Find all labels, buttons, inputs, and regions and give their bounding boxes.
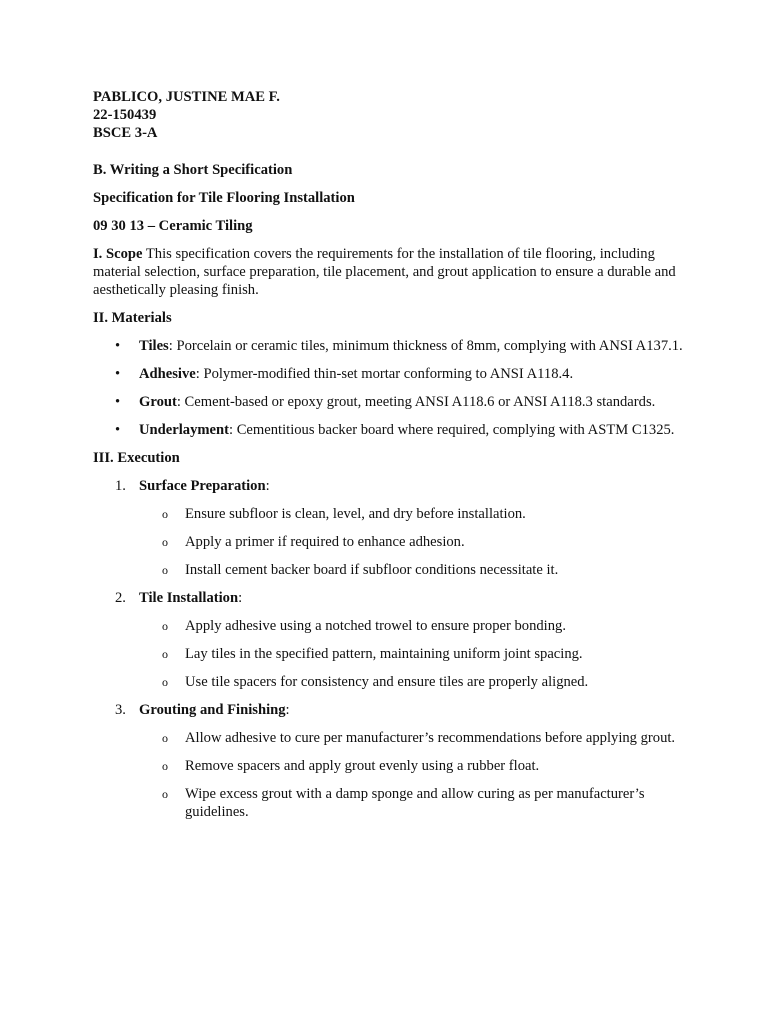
substep-text: Install cement backer board if subfloor conditions necessitate it. <box>185 562 559 578</box>
bullet-icon: • <box>115 394 121 410</box>
step-number: 1. <box>115 478 126 494</box>
substep-item <box>93 757 683 775</box>
substep-text: Apply adhesive using a notched trowel to ensure proper bonding. <box>185 618 566 634</box>
substep-item <box>93 505 683 523</box>
scope-label: I. Scope <box>93 246 143 262</box>
materials-item <box>93 337 683 355</box>
author-block <box>93 88 683 142</box>
substep-item <box>93 617 683 635</box>
hollow-bullet-icon: o <box>162 759 168 773</box>
step-title: Grouting and Finishing <box>139 702 286 718</box>
materials-item <box>93 393 683 411</box>
hollow-bullet-icon: o <box>162 787 168 801</box>
bullet-icon: • <box>115 338 121 354</box>
bullet-icon: • <box>115 422 121 438</box>
hollow-bullet-icon: o <box>162 675 168 689</box>
step-heading <box>93 589 683 607</box>
substep-item <box>93 785 683 821</box>
step-substeps <box>93 729 683 821</box>
substep-item <box>93 673 683 691</box>
student-id: 22-150439 <box>93 107 157 123</box>
hollow-bullet-icon: o <box>162 619 168 633</box>
substep-text: Ensure subfloor is clean, level, and dry before installation. <box>185 506 526 522</box>
substep-item <box>93 561 683 579</box>
material-description: : Polymer-modified thin-set mortar conforming to ANSI A118.4. <box>195 366 574 382</box>
author-name: PABLICO, JUSTINE MAE F. <box>93 89 280 105</box>
step-colon: : <box>238 590 243 606</box>
step-colon: : <box>285 702 290 718</box>
material-term: Grout <box>139 394 177 410</box>
substep-item <box>93 533 683 551</box>
material-term: Underlayment <box>139 422 229 438</box>
execution-step <box>93 589 683 691</box>
execution-list <box>93 477 683 821</box>
section-code: 09 30 13 – Ceramic Tiling <box>93 218 253 234</box>
substep-item <box>93 729 683 747</box>
hollow-bullet-icon: o <box>162 563 168 577</box>
materials-heading: II. Materials <box>93 310 172 326</box>
material-description: : Cementitious backer board where required, complying with ASTM C1325. <box>229 422 675 438</box>
step-heading <box>93 701 683 719</box>
course-section: BSCE 3-A <box>93 125 158 141</box>
section-heading: B. Writing a Short Specification <box>93 162 293 178</box>
document-body <box>93 88 683 821</box>
material-description: : Porcelain or ceramic tiles, minimum thickness of 8mm, complying with ANSI A137.1. <box>168 338 683 354</box>
step-title: Surface Preparation <box>139 478 266 494</box>
step-number: 3. <box>115 702 126 718</box>
substep-text: Wipe excess grout with a damp sponge and allow curing as per manufacturer’s guidelines. <box>185 786 645 820</box>
substep-text: Remove spacers and apply grout evenly using a rubber float. <box>185 758 540 774</box>
step-substeps <box>93 617 683 691</box>
hollow-bullet-icon: o <box>162 535 168 549</box>
substep-text: Lay tiles in the specified pattern, maintaining uniform joint spacing. <box>185 646 583 662</box>
substep-text: Use tile spacers for consistency and ensure tiles are properly aligned. <box>185 674 589 690</box>
execution-heading: III. Execution <box>93 450 180 466</box>
spec-title: Specification for Tile Flooring Installation <box>93 190 355 206</box>
step-colon: : <box>265 478 270 494</box>
scope-text: This specification covers the requirements for the installation of tile flooring, including material selection, surface preparation, tile placement, and grout application to ensure a durable and aesthetically pleasing finish. <box>93 246 676 298</box>
material-term: Tiles <box>139 338 169 354</box>
hollow-bullet-icon: o <box>162 731 168 745</box>
material-description: : Cement-based or epoxy grout, meeting ANSI A118.6 or ANSI A118.3 standards. <box>176 394 656 410</box>
materials-item <box>93 421 683 439</box>
execution-step <box>93 477 683 579</box>
execution-step <box>93 701 683 821</box>
scope-paragraph <box>93 245 683 299</box>
substep-text: Apply a primer if required to enhance adhesion. <box>185 534 465 550</box>
step-heading <box>93 477 683 495</box>
substep-item <box>93 645 683 663</box>
materials-list <box>93 337 683 439</box>
hollow-bullet-icon: o <box>162 507 168 521</box>
step-number: 2. <box>115 590 126 606</box>
hollow-bullet-icon: o <box>162 647 168 661</box>
materials-item <box>93 365 683 383</box>
substep-text: Allow adhesive to cure per manufacturer’s recommendations before applying grout. <box>185 730 676 746</box>
step-title: Tile Installation <box>139 590 239 606</box>
material-term: Adhesive <box>139 366 196 382</box>
step-substeps <box>93 505 683 579</box>
bullet-icon: • <box>115 366 121 382</box>
